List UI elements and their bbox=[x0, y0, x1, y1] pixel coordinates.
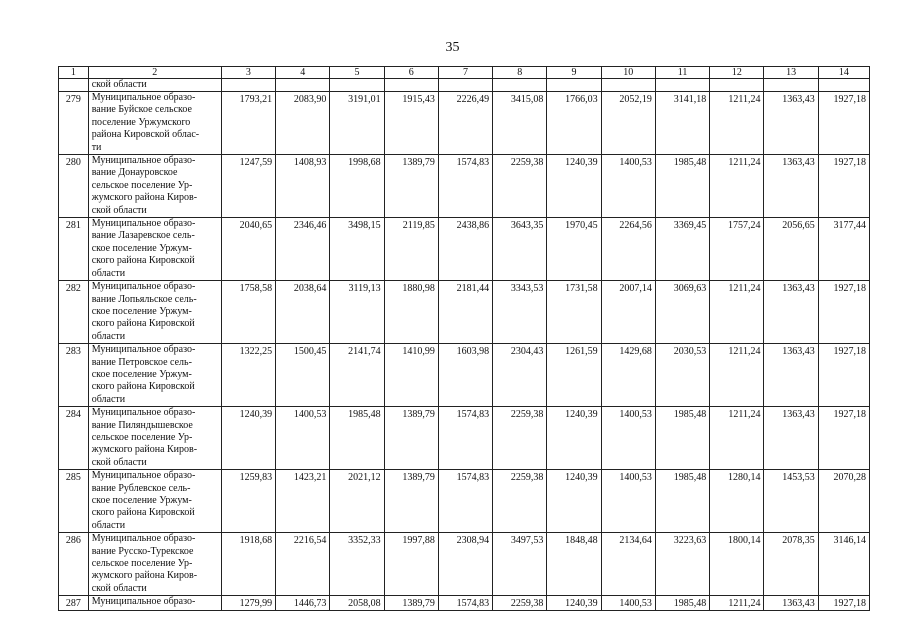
value-cell: 2056,65 bbox=[764, 218, 818, 281]
value-cell: 1400,53 bbox=[601, 470, 655, 533]
column-header: 8 bbox=[493, 67, 547, 79]
name-line: Муниципальное образо- bbox=[91, 281, 196, 293]
name-line: Муниципальное образо- bbox=[91, 218, 196, 230]
data-table bbox=[58, 66, 870, 611]
value-cell: 2259,38 bbox=[493, 470, 547, 533]
name-line: ское поселение Уржум- bbox=[91, 242, 192, 254]
value-cell: 1574,83 bbox=[438, 407, 492, 470]
value-cell: 2259,38 bbox=[493, 155, 547, 218]
value-cell: 2119,85 bbox=[384, 218, 438, 281]
value-cell: 1915,43 bbox=[384, 92, 438, 155]
value-cell: 1389,79 bbox=[384, 470, 438, 533]
value-cell: 1927,18 bbox=[818, 281, 869, 344]
value-cell: 2259,38 bbox=[493, 596, 547, 611]
value-cell: 1927,18 bbox=[818, 155, 869, 218]
name-line: вание Лазаревское сель- bbox=[91, 230, 195, 242]
row-number: 286 bbox=[59, 533, 89, 596]
continuation-row bbox=[59, 79, 870, 92]
value-cell: 1446,73 bbox=[276, 596, 330, 611]
header-row bbox=[59, 67, 870, 79]
name-line: сельское поселение Ур- bbox=[91, 558, 193, 570]
value-cell: 1363,43 bbox=[764, 155, 818, 218]
value-cell: 1500,45 bbox=[276, 344, 330, 407]
value-cell: 1322,25 bbox=[221, 344, 275, 407]
value-cell: 1280,14 bbox=[710, 470, 764, 533]
name-line: области bbox=[91, 267, 126, 279]
value-cell: 2308,94 bbox=[438, 533, 492, 596]
value-cell: 1731,58 bbox=[547, 281, 601, 344]
name-line: поселение Уржумского bbox=[91, 116, 191, 128]
municipality-name bbox=[88, 155, 221, 218]
name-line: жумского района Киров- bbox=[91, 444, 198, 456]
column-header: 9 bbox=[547, 67, 601, 79]
value-cell: 1574,83 bbox=[438, 155, 492, 218]
value-cell: 1574,83 bbox=[438, 596, 492, 611]
name-line: вание Лопьяльское сель- bbox=[91, 293, 197, 305]
value-cell: 1985,48 bbox=[330, 407, 384, 470]
value-cell: 1998,68 bbox=[330, 155, 384, 218]
value-cell: 3497,53 bbox=[493, 533, 547, 596]
row-number: 287 bbox=[59, 596, 89, 611]
municipality-name bbox=[88, 596, 221, 611]
page-number: 35 bbox=[445, 40, 460, 55]
value-cell: 2181,44 bbox=[438, 281, 492, 344]
municipality-name bbox=[88, 92, 221, 155]
table-row bbox=[59, 218, 870, 281]
value-cell: 1997,88 bbox=[384, 533, 438, 596]
value-cell: 1363,43 bbox=[764, 92, 818, 155]
value-cell: 3643,35 bbox=[493, 218, 547, 281]
value-cell: 2058,08 bbox=[330, 596, 384, 611]
value-cell: 2052,19 bbox=[601, 92, 655, 155]
row-number: 279 bbox=[59, 92, 89, 155]
value-cell: 1389,79 bbox=[384, 596, 438, 611]
name-line: ского района Кировской bbox=[91, 318, 195, 330]
value-cell: 2226,49 bbox=[438, 92, 492, 155]
value-cell: 2030,53 bbox=[655, 344, 709, 407]
name-line: района Кировской облас- bbox=[91, 129, 200, 141]
name-line: Муниципальное образо- bbox=[91, 344, 196, 356]
value-cell: 2070,28 bbox=[818, 470, 869, 533]
name-line: Муниципальное образо- bbox=[91, 596, 196, 608]
value-cell: 1247,59 bbox=[221, 155, 275, 218]
name-line: сельское поселение Ур- bbox=[91, 179, 193, 191]
municipality-name bbox=[88, 218, 221, 281]
value-cell: 1211,24 bbox=[710, 155, 764, 218]
value-cell: 1240,39 bbox=[547, 596, 601, 611]
table-body bbox=[59, 67, 870, 611]
name-line: ского района Кировской bbox=[91, 255, 195, 267]
value-cell: 1400,53 bbox=[601, 155, 655, 218]
value-cell: 1363,43 bbox=[764, 596, 818, 611]
value-cell: 1793,21 bbox=[221, 92, 275, 155]
value-cell: 2141,74 bbox=[330, 344, 384, 407]
value-cell: 2264,56 bbox=[601, 218, 655, 281]
value-cell: 1423,21 bbox=[276, 470, 330, 533]
name-line: ской области bbox=[91, 582, 147, 594]
value-cell: 3223,63 bbox=[655, 533, 709, 596]
value-cell: 3146,14 bbox=[818, 533, 869, 596]
table-row bbox=[59, 533, 870, 596]
name-line: ское поселение Уржум- bbox=[91, 495, 192, 506]
name-line: вание Рублевское сель- bbox=[91, 482, 191, 494]
name-line: ского района Кировской bbox=[91, 381, 195, 393]
column-header: 3 bbox=[221, 67, 275, 79]
value-cell: 1261,59 bbox=[547, 344, 601, 407]
value-cell: 1211,24 bbox=[710, 281, 764, 344]
column-header: 2 bbox=[88, 67, 221, 79]
name-line: вание Буйское сельское bbox=[91, 104, 192, 116]
value-cell: 2021,12 bbox=[330, 470, 384, 533]
table-row bbox=[59, 407, 870, 470]
value-cell: 2304,43 bbox=[493, 344, 547, 407]
value-cell: 1240,39 bbox=[547, 470, 601, 533]
value-cell: 2438,86 bbox=[438, 218, 492, 281]
value-cell: 1211,24 bbox=[710, 596, 764, 611]
value-cell: 1410,99 bbox=[384, 344, 438, 407]
value-cell: 2216,54 bbox=[276, 533, 330, 596]
value-cell: 1389,79 bbox=[384, 407, 438, 470]
column-header: 6 bbox=[384, 67, 438, 79]
name-line: ское поселение Уржум- bbox=[91, 305, 192, 317]
row-number: 282 bbox=[59, 281, 89, 344]
table-row bbox=[59, 470, 870, 533]
name-line: жумского района Киров- bbox=[91, 192, 198, 204]
value-cell: 3498,15 bbox=[330, 218, 384, 281]
value-cell: 2346,46 bbox=[276, 218, 330, 281]
value-cell: 1985,48 bbox=[655, 470, 709, 533]
value-cell: 1400,53 bbox=[601, 407, 655, 470]
column-header: 7 bbox=[438, 67, 492, 79]
row-number: 285 bbox=[59, 470, 89, 533]
table-row bbox=[59, 92, 870, 155]
value-cell: 2038,64 bbox=[276, 281, 330, 344]
name-line: ской области bbox=[91, 204, 147, 216]
value-cell: 1363,43 bbox=[764, 407, 818, 470]
name-line: области bbox=[91, 330, 126, 342]
value-cell: 1880,98 bbox=[384, 281, 438, 344]
value-cell: 1574,83 bbox=[438, 470, 492, 533]
column-header: 11 bbox=[655, 67, 709, 79]
name-line: ти bbox=[91, 141, 102, 153]
row-number: 280 bbox=[59, 155, 89, 218]
value-cell: 3191,01 bbox=[330, 92, 384, 155]
value-cell: 1363,43 bbox=[764, 281, 818, 344]
municipality-name bbox=[88, 344, 221, 407]
name-line: вание Русско-Турекское bbox=[91, 545, 194, 557]
name-line: сельское поселение Ур- bbox=[91, 431, 193, 443]
value-cell: 1927,18 bbox=[818, 92, 869, 155]
value-cell: 1259,83 bbox=[221, 470, 275, 533]
row-number: 281 bbox=[59, 218, 89, 281]
value-cell: 1927,18 bbox=[818, 407, 869, 470]
value-cell: 1970,45 bbox=[547, 218, 601, 281]
value-cell: 2134,64 bbox=[601, 533, 655, 596]
value-cell: 1363,43 bbox=[764, 344, 818, 407]
column-header: 14 bbox=[818, 67, 869, 79]
municipality-name bbox=[88, 407, 221, 470]
value-cell: 1918,68 bbox=[221, 533, 275, 596]
name-line: ское поселение Уржум- bbox=[91, 368, 192, 380]
name-line: вание Петровское сель- bbox=[91, 356, 192, 368]
value-cell: 1240,39 bbox=[547, 407, 601, 470]
value-cell: 1240,39 bbox=[221, 407, 275, 470]
value-cell: 3369,45 bbox=[655, 218, 709, 281]
value-cell: 2259,38 bbox=[493, 407, 547, 470]
name-line: ского района Кировской bbox=[91, 507, 195, 519]
value-cell: 2083,90 bbox=[276, 92, 330, 155]
row-number: 284 bbox=[59, 407, 89, 470]
value-cell: 1240,39 bbox=[547, 155, 601, 218]
value-cell: 1211,24 bbox=[710, 92, 764, 155]
value-cell: 1985,48 bbox=[655, 407, 709, 470]
value-cell: 1927,18 bbox=[818, 344, 869, 407]
column-header: 12 bbox=[710, 67, 764, 79]
column-header: 13 bbox=[764, 67, 818, 79]
name-line: вание Донауровское bbox=[91, 167, 178, 179]
value-cell: 1453,53 bbox=[764, 470, 818, 533]
name-line: ской области bbox=[91, 456, 147, 468]
value-cell: 1211,24 bbox=[710, 344, 764, 407]
value-cell: 3069,63 bbox=[655, 281, 709, 344]
value-cell: 1389,79 bbox=[384, 155, 438, 218]
name-line: жумского района Киров- bbox=[91, 570, 198, 582]
table-row bbox=[59, 344, 870, 407]
column-header: 5 bbox=[330, 67, 384, 79]
value-cell: 2007,14 bbox=[601, 281, 655, 344]
municipality-name bbox=[88, 470, 221, 533]
value-cell: 1429,68 bbox=[601, 344, 655, 407]
value-cell: 1400,53 bbox=[601, 596, 655, 611]
column-header: 4 bbox=[276, 67, 330, 79]
municipality-name bbox=[88, 533, 221, 596]
name-line: области bbox=[91, 393, 126, 405]
value-cell: 3119,13 bbox=[330, 281, 384, 344]
table-row bbox=[59, 281, 870, 344]
name-line: Муниципальное образо- bbox=[91, 155, 196, 167]
name-line: вание Пиляндышевское bbox=[91, 419, 193, 431]
value-cell: 1848,48 bbox=[547, 533, 601, 596]
column-header: 10 bbox=[601, 67, 655, 79]
name-line: Муниципальное образо- bbox=[91, 470, 196, 482]
value-cell: 1603,98 bbox=[438, 344, 492, 407]
value-cell: 1758,58 bbox=[221, 281, 275, 344]
value-cell: 1400,53 bbox=[276, 407, 330, 470]
value-cell: 2040,65 bbox=[221, 218, 275, 281]
value-cell: 1985,48 bbox=[655, 155, 709, 218]
name-line: Муниципальное образо- bbox=[91, 92, 196, 103]
value-cell: 1766,03 bbox=[547, 92, 601, 155]
table-row bbox=[59, 596, 870, 611]
value-cell: 3177,44 bbox=[818, 218, 869, 281]
value-cell: 3352,33 bbox=[330, 533, 384, 596]
value-cell: 1279,99 bbox=[221, 596, 275, 611]
name-line: области bbox=[91, 519, 126, 531]
table-row bbox=[59, 155, 870, 218]
municipality-name bbox=[88, 281, 221, 344]
name-line: Муниципальное образо- bbox=[91, 533, 196, 545]
value-cell: 3415,08 bbox=[493, 92, 547, 155]
name-line: Муниципальное образо- bbox=[91, 407, 196, 419]
value-cell: 2078,35 bbox=[764, 533, 818, 596]
value-cell: 1800,14 bbox=[710, 533, 764, 596]
continuation-text: ской области bbox=[88, 79, 221, 92]
value-cell: 1927,18 bbox=[818, 596, 869, 611]
value-cell: 1985,48 bbox=[655, 596, 709, 611]
value-cell: 3343,53 bbox=[493, 281, 547, 344]
column-header: 1 bbox=[59, 67, 89, 79]
value-cell: 3141,18 bbox=[655, 92, 709, 155]
value-cell: 1211,24 bbox=[710, 407, 764, 470]
value-cell: 1408,93 bbox=[276, 155, 330, 218]
row-number: 283 bbox=[59, 344, 89, 407]
value-cell: 1757,24 bbox=[710, 218, 764, 281]
